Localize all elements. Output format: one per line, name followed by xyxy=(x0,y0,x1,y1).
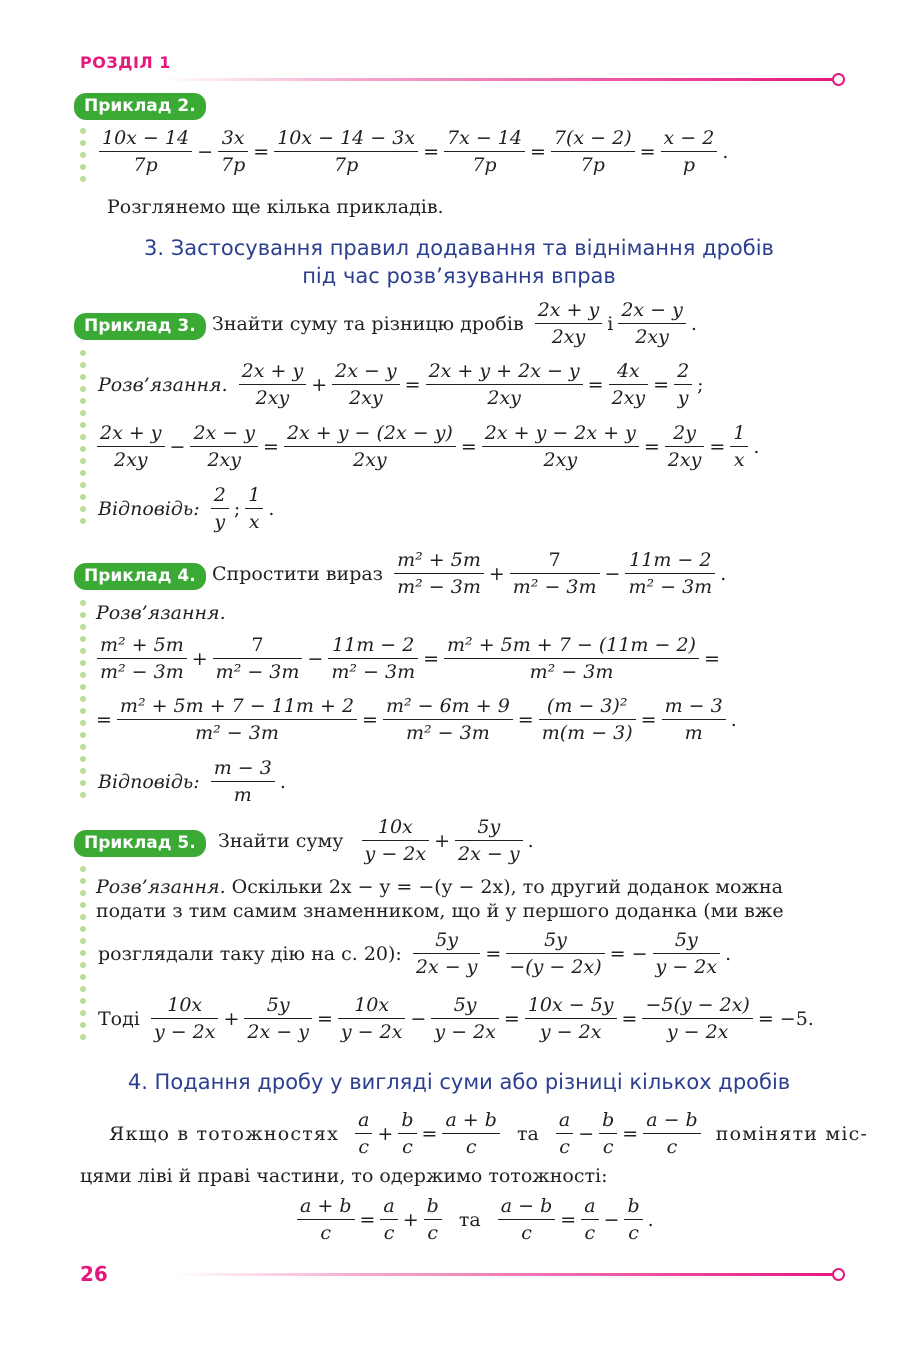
example-3-solution-line-2: $\frac{2x + y}{2xy}$ − $\frac{2x - y}{2xy}$ = $\frac{2x + y - (2x - y)}{2xy}$ = $\frac{2x + y - 2x + y}{2xy}$ = $\frac{2y}{2xy}$ = $\frac{1}{x}$ . xyxy=(94,420,761,473)
consider-more-text: Розглянемо ще кілька прикладів. xyxy=(107,196,444,218)
page-number: 26 xyxy=(80,1262,108,1286)
example-4-dots xyxy=(80,600,86,804)
example-3-task-text: Знайти суму та різницю дробів xyxy=(212,312,524,335)
identities-formula: $\frac{a + b}{c}$ = $\frac{a}{c}$ + $\frac{b}{c}$ та $\frac{a - b}{c}$ = $\frac{a}{c}$ − $\frac{b}{c}$ . xyxy=(294,1193,656,1246)
example-4-badge: Приклад 4. xyxy=(74,563,206,590)
example-3-conj: і xyxy=(607,312,614,335)
example-4-answer: Відповідь: $\frac{m - 3}{m}$ . xyxy=(98,757,286,806)
example-5-badge: Приклад 5. xyxy=(74,830,206,857)
example-3-badge: Приклад 3. xyxy=(74,313,206,340)
example-2-badge: Приклад 2. xyxy=(74,93,206,120)
footer-ring-icon xyxy=(832,1268,845,1281)
example-5-line-1 xyxy=(96,876,783,898)
example-5-line-1-text: Оскільки 2x − y = −(y − 2x), то другий доданок можна xyxy=(231,876,783,898)
example-5-then-line: Тоді $\frac{10x}{y - 2x}$ + $\frac{5y}{2x - y}$ = $\frac{10x}{y - 2x}$ − $\frac{5y}{y - 2x}$ = $\frac{10x - 5y}{y - 2x}$ = $\frac{-5(y - 2x)}{y - 2x}$ = −5. xyxy=(98,994,814,1043)
answer-label-2: Відповідь: xyxy=(98,770,200,793)
heading-3-line-1: 3. Застосування правил додавання та віднімання дробів xyxy=(144,236,774,260)
header-rule xyxy=(160,78,832,81)
example-3-task: Знайти суму та різницю дробів $\frac{2x + y}{2xy}$ і $\frac{2x - y}{2xy}$ . xyxy=(212,299,697,348)
example-4-solution-line-2: = $\frac{\text{m² + 5m + 7 − 11m + 2}}{\text{m² − 3m}}$ = $\frac{\text{m² − 6m + 9}}{\text{m² − 3m}}$ = $\frac{\text{(m − 3)²}}{m(m - 3)}$ = $\frac{m - 3}{m}$ . xyxy=(96,695,737,744)
example-5-task: Знайти суму $\frac{10x}{y - 2x}$ + $\frac{5y}{2x - y}$ . xyxy=(218,816,534,865)
example-5-line-2: подати з тим самим знаменником, що й у першого доданка (ми вже xyxy=(96,900,784,922)
identities-line-2: цями ліві й праві частини, то одержимо тотожності: xyxy=(80,1165,608,1187)
heading-3-line-2: під час розв’язування вправ xyxy=(302,264,616,288)
heading-4: 4. Подання дробу у вигляді суми або різниці кількох дробів xyxy=(127,1070,791,1094)
identities-line-1: Якщо в тотожностях $\frac{a}{c}$ + $\frac{b}{c}$ = $\frac{a + b}{c}$ та $\frac{a}{c}$ − $\frac{b}{c}$ = $\frac{a - b}{c}$ поміняти міс- xyxy=(109,1109,869,1158)
answer-label: Відповідь: xyxy=(98,497,200,520)
example-5-line-3: розглядали таку дію на с. 20): $\frac{5y}{2x - y}$ = $\frac{5y}{-(y - 2x)}$ = − $\frac{5y}{y - 2x}$ . xyxy=(98,929,732,978)
example-5-solution-label: Розв’язання. xyxy=(96,876,226,898)
example-2-formula: $\frac{10x - 14}{7p}$ − $\frac{3x}{7p}$ = $\frac{10x - 14 - 3x}{7p}$ = $\frac{7x - 14}{7p}$ = $\frac{7(x - 2)}{7p}$ = $\frac{x - 2}{p}$ . xyxy=(96,125,730,178)
example-3-dots xyxy=(80,350,86,530)
example-3-answer: Відповідь: $\frac{2}{y}$ ; $\frac{1}{x}$ . xyxy=(98,484,275,533)
identities-intro-b: поміняти міс- xyxy=(715,1122,869,1145)
identities-intro-a: Якщо в тотожностях xyxy=(109,1122,340,1145)
example-5-task-text: Знайти суму xyxy=(218,829,344,852)
example-3-solution-line-1: Розв’язання. $\frac{2x + y}{2xy}$ + $\frac{2x - y}{2xy}$ = $\frac{2x + y + 2x - y}{2xy}$ = $\frac{4x}{2xy}$ = $\frac{2}{y}$ ; xyxy=(98,360,704,409)
identities-and-1: та xyxy=(516,1122,539,1145)
example-5-line-3-text: розглядали таку дію на с. 20): xyxy=(98,942,402,965)
example-4-solution-label: Розв’язання. xyxy=(96,602,226,624)
identities-and-2: та xyxy=(458,1208,481,1231)
footer-rule xyxy=(175,1273,833,1276)
solution-label: Розв’язання. xyxy=(98,373,228,396)
header-ring-icon xyxy=(832,73,845,86)
section-label: РОЗДІЛ 1 xyxy=(80,53,171,72)
example-4-task-text: Спростити вираз xyxy=(212,562,384,585)
then-label: Тоді xyxy=(98,1007,140,1030)
example-2-dots xyxy=(80,128,86,188)
example-4-solution-line-1: $\frac{\text{m² + 5m}}{\text{m² − 3m}}$ + $\frac{7}{\text{m² − 3m}}$ − $\frac{11m - 2}{\text{m² − 3m}}$ = $\frac{\text{m² + 5m + 7 − (11m − 2)}}{\text{m² − 3m}}$ = xyxy=(94,632,722,685)
example-5-dots xyxy=(80,866,86,1046)
example-4-task: Спростити вираз $\frac{\text{m² + 5m}}{\text{m² − 3m}}$ + $\frac{7}{\text{m² − 3m}}$ − $\frac{11m - 2}{\text{m² − 3m}}$ . xyxy=(212,549,727,598)
